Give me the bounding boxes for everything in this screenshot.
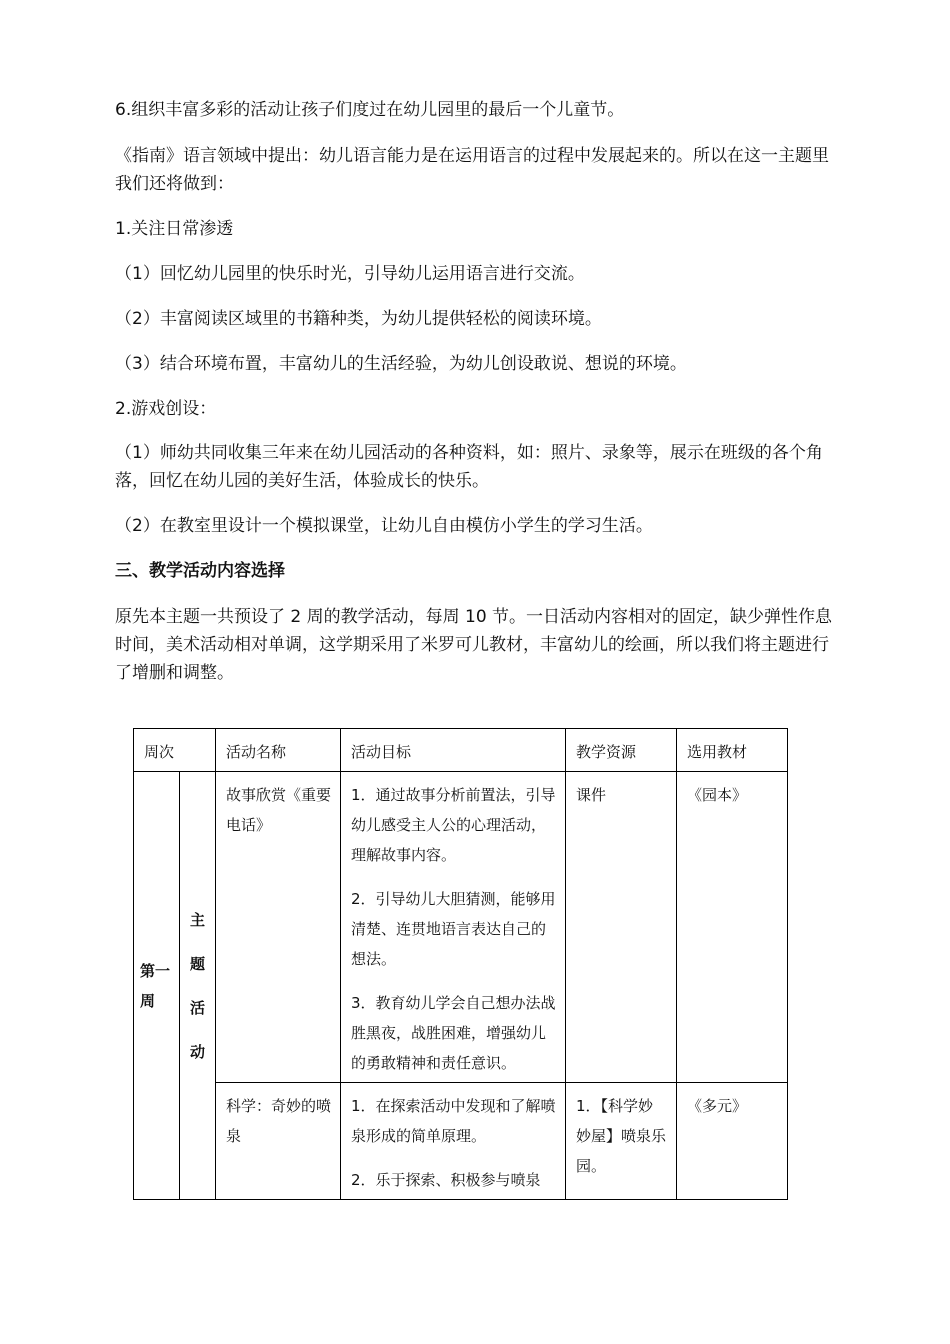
section-paragraph: 原先本主题一共预设了 2 周的教学活动，每周 10 节。一日活动内容相对的固定，缺少弹性作息时间，美术活动相对单调，这学期采用了米罗可儿教材，丰富幼儿的绘画，所以我们将主题进行了增删和调整。 <box>115 607 833 683</box>
header-textbook: 选用教材 <box>677 729 788 772</box>
list-item: （2）在教室里设计一个模拟课堂，让幼儿自由模仿小学生的学习生活。 <box>115 516 653 536</box>
goal-item: 3．教育幼儿学会自己想办法战胜黑夜，战胜困难，增强幼儿的勇敢精神和责任意识。 <box>351 994 556 1072</box>
theme-cell: 主题活动 <box>180 772 216 1200</box>
list-item: （1）师幼共同收集三年来在幼儿园活动的各种资料，如：照片、录象等，展示在班级的各个角落，回忆在幼儿园的美好生活，体验成长的快乐。 <box>115 443 823 491</box>
header-activity-name: 活动名称 <box>216 729 341 772</box>
paragraph: 6.组织丰富多彩的活动让孩子们度过在幼儿园里的最后一个儿童节。 <box>115 100 625 120</box>
textbook: 《多元》 <box>677 1083 788 1200</box>
resource: 课件 <box>566 772 677 1083</box>
activity-table <box>133 728 788 1200</box>
textbook: 《园本》 <box>677 772 788 1083</box>
list-heading: 1.关注日常渗透 <box>115 219 234 239</box>
list-item: （3）结合环境布置，丰富幼儿的生活经验，为幼儿创设敢说、想说的环境。 <box>115 354 687 374</box>
table-header-row <box>134 729 788 772</box>
goal-item: 1．在探索活动中发现和了解喷泉形成的简单原理。 <box>351 1097 556 1145</box>
section-heading: 三、教学活动内容选择 <box>115 561 285 581</box>
list-heading: 2.游戏创设： <box>115 399 217 419</box>
table-row <box>134 772 788 1083</box>
paragraph: 《指南》语言领域中提出：幼儿语言能力是在运用语言的过程中发展起来的。所以在这一主题里我们还将做到： <box>115 146 829 194</box>
activity-goals <box>341 772 566 1083</box>
header-activity-goal: 活动目标 <box>341 729 566 772</box>
list-item: （2）丰富阅读区域里的书籍种类，为幼儿提供轻松的阅读环境。 <box>115 309 602 329</box>
goal-item: 2．引导幼儿大胆猜测，能够用清楚、连贯地语言表达自己的想法。 <box>351 890 556 968</box>
goal-item: 2．乐于探索、积极参与喷泉 <box>351 1171 541 1189</box>
header-resource: 教学资源 <box>566 729 677 772</box>
activity-goals <box>341 1083 566 1200</box>
activity-name: 科学：奇妙的喷泉 <box>216 1083 341 1200</box>
table-row <box>134 1083 788 1200</box>
header-week: 周次 <box>134 729 216 772</box>
resource: 1．【科学妙妙屋】喷泉乐园。 <box>566 1083 677 1200</box>
week-cell: 第一周 <box>134 772 180 1200</box>
list-item: （1）回忆幼儿园里的快乐时光，引导幼儿运用语言进行交流。 <box>115 264 585 284</box>
goal-item: 1．通过故事分析前置法，引导幼儿感受主人公的心理活动，理解故事内容。 <box>351 786 556 864</box>
activity-name: 故事欣赏《重要电话》 <box>216 772 341 1083</box>
